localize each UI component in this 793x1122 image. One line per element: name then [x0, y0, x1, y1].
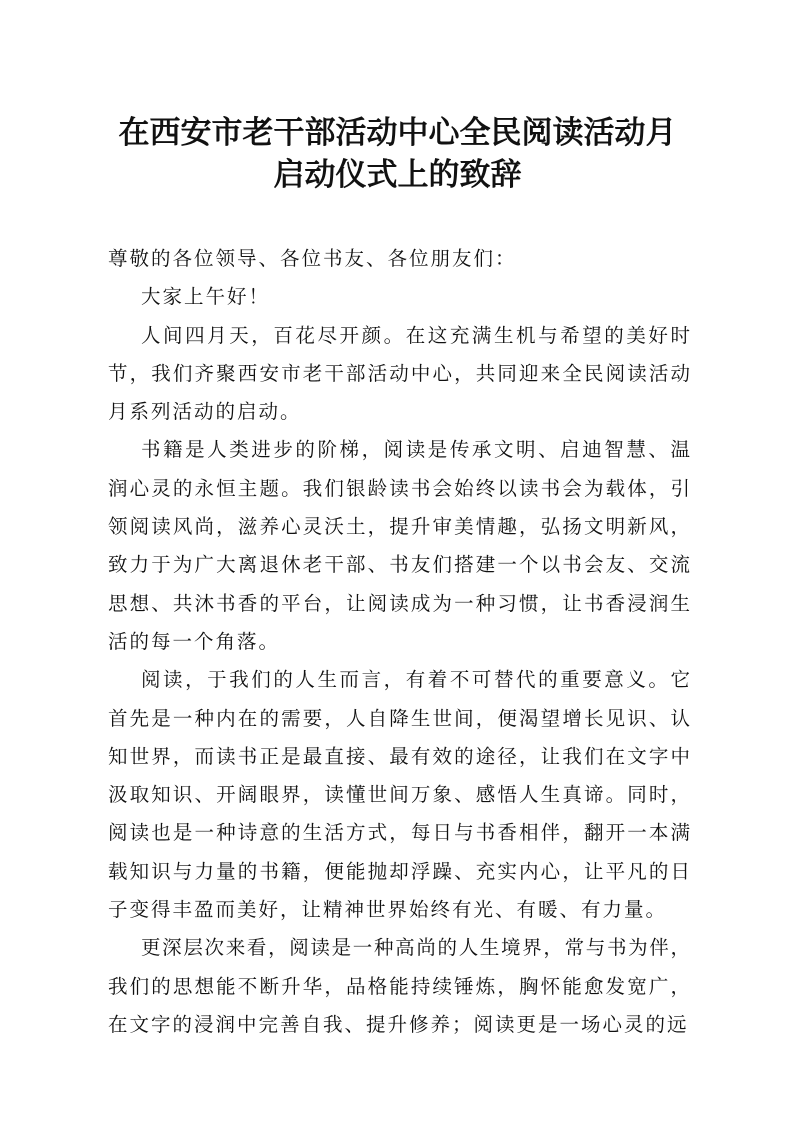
text-line: 思想、共沐书香的平台，让阅读成为一种习惯，让书香浸润生	[108, 591, 690, 615]
document-body	[108, 240, 690, 1044]
text-line: 首先是一种内在的需要，人自降生世间，便渴望增长见识、认	[108, 706, 690, 730]
text-line: 子变得丰盈而美好，让精神世界始终有光、有暖、有力量。	[108, 898, 668, 922]
title-line-1: 在西安市老干部活动中心全民阅读活动月	[118, 115, 677, 151]
text-line: 汲取知识、开阔眼界，读懂世间万象、感悟人生真谛。同时，	[108, 783, 690, 807]
paragraph	[108, 240, 690, 278]
text-line: 我们的思想能不断升华，品格能持续锤炼，胸怀能愈发宽广，	[108, 974, 690, 998]
text-line: 载知识与力量的书籍，便能抛却浮躁、充实内心，让平凡的日	[108, 859, 690, 883]
paragraph	[108, 317, 690, 432]
text-line: 在文字的浸润中完善自我、提升修养；阅读更是一场心灵的远	[108, 1012, 689, 1036]
text-line: 书籍是人类进步的阶梯，阅读是传承文明、启迪智慧、温	[141, 438, 690, 462]
paragraph	[108, 661, 690, 929]
text-line: 节，我们齐聚西安市老干部活动中心，共同迎来全民阅读活动	[108, 361, 690, 385]
text-line: 尊敬的各位领导、各位书友、各位朋友们：	[108, 247, 517, 270]
text-line: 人间四月天，百花尽开颜。在这充满生机与希望的美好时	[141, 323, 690, 347]
text-line: 大家上午好！	[141, 285, 271, 309]
text-line: 致力于为广大离退休老干部、书友们搭建一个以书会友、交流	[108, 553, 690, 577]
text-line: 阅读也是一种诗意的生活方式，每日与书香相伴，翻开一本满	[108, 821, 690, 845]
text-line: 阅读，于我们的人生而言，有着不可替代的重要意义。它	[141, 668, 690, 692]
text-line: 月系列活动的启动。	[108, 400, 302, 424]
paragraph	[108, 431, 690, 661]
text-line: 领阅读风尚，滋养心灵沃土，提升审美情趣，弘扬文明新风，	[108, 515, 690, 539]
text-line: 更深层次来看，阅读是一种高尚的人生境界，常与书为伴，	[141, 936, 690, 960]
text-line: 润心灵的永恒主题。我们银龄读书会始终以读书会为载体，引	[108, 476, 690, 500]
text-line: 知世界，而读书正是最直接、最有效的途径，让我们在文字中	[108, 744, 690, 768]
paragraph	[108, 929, 690, 1044]
document-title	[100, 112, 695, 196]
title-line-2: 启动仪式上的致辞	[273, 157, 522, 193]
paragraph	[108, 278, 690, 316]
text-line: 活的每一个角落。	[108, 629, 281, 653]
